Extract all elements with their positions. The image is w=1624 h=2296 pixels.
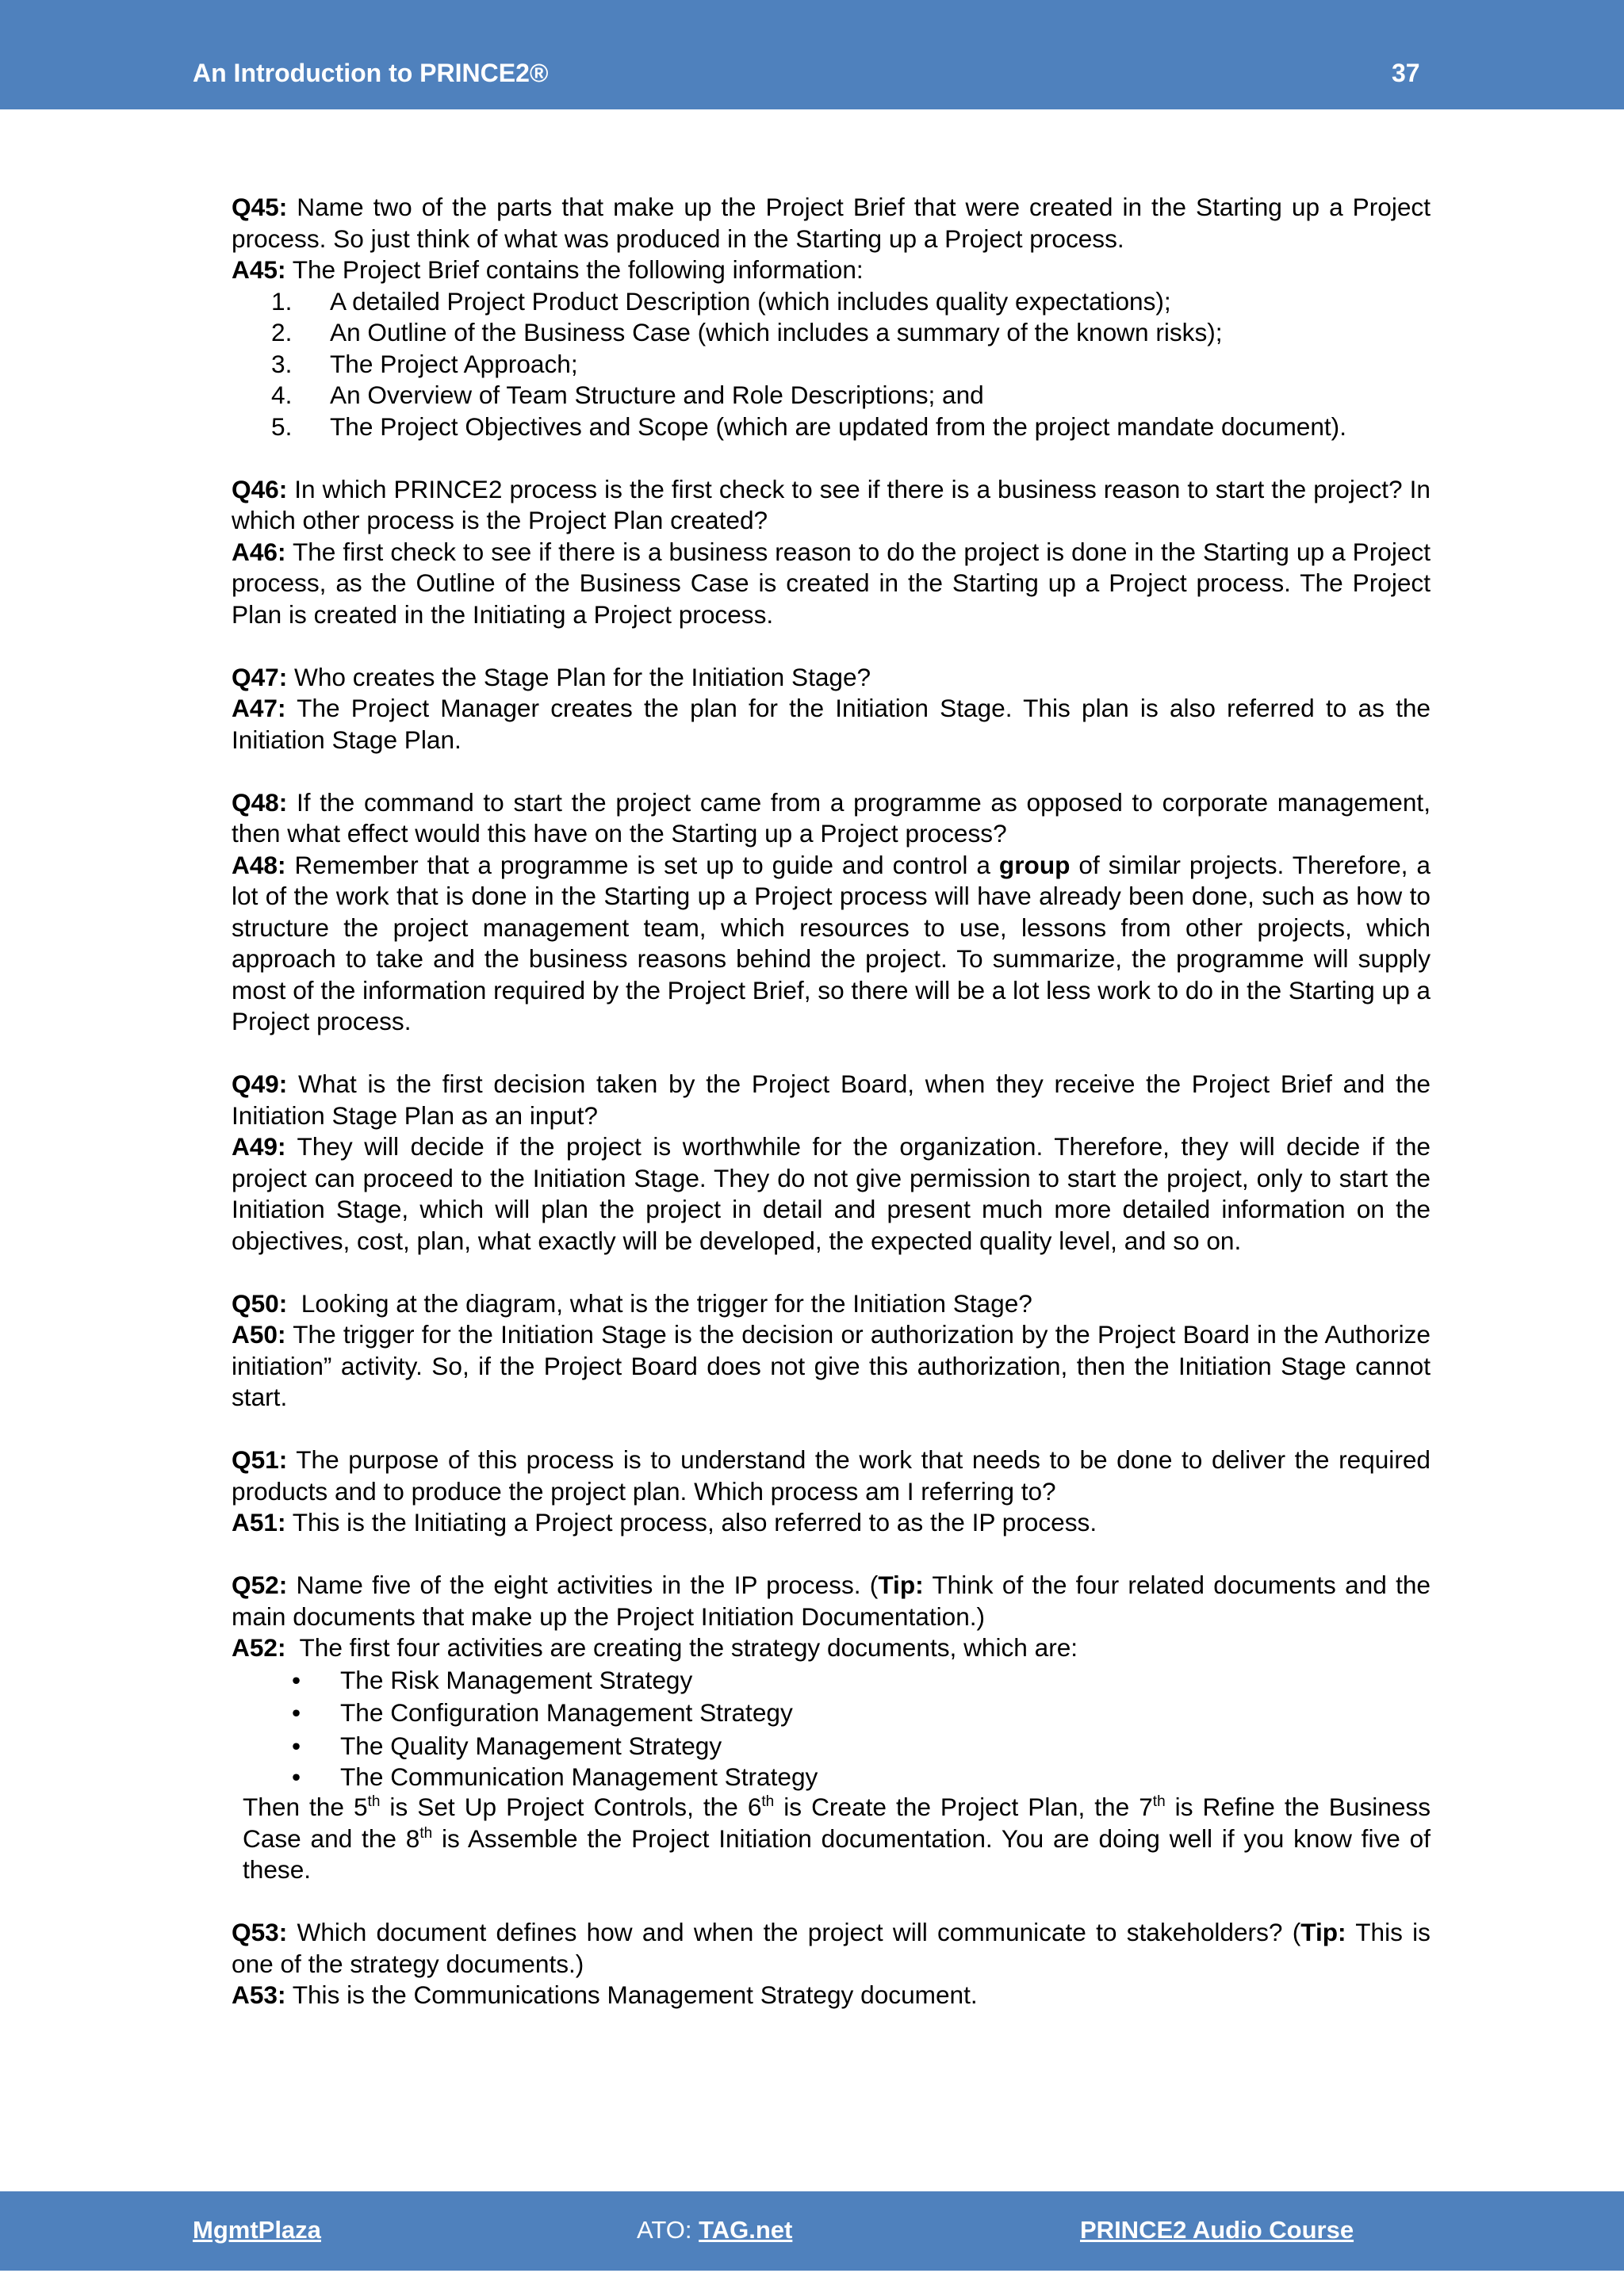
list-item (232, 1664, 1431, 1697)
list-number: 3. (271, 349, 293, 378)
numbered-list (232, 286, 1431, 443)
answer-text: Then the 5 (243, 1793, 368, 1821)
answer-text: The first check to see if there is a business reason to do the project is done in the Starting up a Project process, as the Outline of the Business Case is created in the Starting up a Project process. The Project Plan is created in the Initiating a Project process. (232, 537, 1431, 629)
prince2-audio-course-link[interactable]: PRINCE2 Audio Course (1080, 2216, 1354, 2244)
answer-47 (232, 693, 1431, 756)
question-48 (232, 787, 1431, 850)
list-number: 1. (271, 286, 293, 316)
list-number: 5. (271, 411, 293, 441)
ato-text (637, 2216, 792, 2244)
answer-text: They will decide if the project is worthwhile for the organization. Therefore, they will decide if the project can proceed to the Initiation Stage. They do not give permission to start the project, only to start the Initiation Stage, which will plan the project in detail and present much more detailed information on the objectives, cost, plan, what exactly will be developed, the expected quality level, and so on. (232, 1132, 1431, 1255)
question-text: Name five of the eight activities in the IP process. ( (287, 1571, 879, 1599)
answer-label: A46: (232, 537, 286, 566)
question-45 (232, 192, 1431, 254)
answer-text: of similar projects. Therefore, a lot of the work that is done in the Starting up a Project process will have already been done, such as how to structure the project management team, which resources to use, lessons from other projects, which approach to take and the business reasons behind the project. To summarize, the programme will supply most of the information required by the Project Brief, so there will be a lot less work to do in the Starting up a Project process. (232, 850, 1431, 1035)
question-label: Q52: (232, 1571, 288, 1599)
list-item-text: The Project Approach; (330, 349, 578, 378)
page-header (0, 0, 1624, 109)
question-label: Q47: (232, 662, 288, 691)
list-number: 2. (271, 318, 293, 346)
question-49 (232, 1069, 1431, 1131)
answer-label: A53: (232, 1980, 286, 2009)
answer-label: A47: (232, 694, 286, 722)
answer-text: The trigger for the Initiation Stage is the decision or authorization by the Project Board in the Authorize initiation” activity. So, if the Project Board does not give this authorization, then the Initiation Stage cannot start. (232, 1320, 1431, 1411)
bullet-list (232, 1664, 1431, 1793)
answer-label: A45: (232, 255, 286, 284)
question-label: Q49: (232, 1070, 288, 1098)
page-number: 37 (1392, 59, 1420, 87)
answer-52-continued (232, 1792, 1431, 1886)
list-item (232, 411, 1431, 443)
question-label: Q45: (232, 193, 288, 221)
answer-label: A51: (232, 1508, 286, 1536)
answer-49 (232, 1131, 1431, 1257)
answer-50 (232, 1319, 1431, 1414)
list-item (232, 349, 1431, 381)
list-item (232, 1697, 1431, 1730)
list-item (232, 286, 1431, 318)
bullet-icon: • (292, 1731, 301, 1760)
question-label: Q53: (232, 1918, 288, 1946)
list-item-text: An Overview of Team Structure and Role Descriptions; and (330, 381, 984, 409)
ordinal-suffix: th (367, 1793, 381, 1810)
question-text: If the command to start the project came from a programme as opposed to corporate management, then what effect would this have on the Starting up a Project process? (232, 787, 1431, 848)
answer-text: is Refine the Business Case and the 8 (243, 1793, 1431, 1853)
ordinal-suffix: th (761, 1793, 775, 1810)
ordinal-suffix: th (419, 1824, 433, 1842)
question-text: Who creates the Stage Plan for the Initiation Stage? (287, 662, 871, 691)
list-item (232, 380, 1431, 411)
list-item-text: A detailed Project Product Description (which includes quality expectations); (330, 286, 1171, 316)
document-title: An Introduction to PRINCE2® (193, 59, 549, 87)
list-item-text: The Risk Management Strategy (340, 1665, 693, 1694)
answer-text: is Set Up Project Controls, the 6 (380, 1793, 762, 1821)
question-47 (232, 662, 1431, 694)
bullet-icon: • (292, 1762, 301, 1791)
answer-52 (232, 1632, 1431, 1664)
list-item (232, 1730, 1431, 1763)
list-number: 4. (271, 381, 293, 409)
answer-51 (232, 1507, 1431, 1539)
answer-text: is Create the Project Plan, the 7 (774, 1793, 1153, 1821)
ato-label: ATO: (637, 2216, 699, 2244)
list-item-text: The Configuration Management Strategy (340, 1698, 793, 1727)
answer-label: A52: (232, 1633, 286, 1662)
answer-45 (232, 254, 1431, 286)
question-text: Looking at the diagram, what is the trigger for the Initiation Stage? (287, 1288, 1032, 1318)
question-text: This is one of the strategy documents.) (232, 1918, 1431, 1978)
list-item (232, 317, 1431, 349)
question-label: Q50: (232, 1288, 288, 1318)
question-50 (232, 1288, 1431, 1320)
answer-label: A50: (232, 1320, 286, 1349)
list-item-text: An Outline of the Business Case (which includes a summary of the known risks); (330, 318, 1223, 346)
question-52 (232, 1570, 1431, 1632)
question-label: Q51: (232, 1445, 288, 1474)
answer-text: This is the Communications Management Strategy document. (285, 1980, 978, 2009)
question-text: Think of the four related documents and the main documents that make up the Project Initiation Documentation.) (232, 1571, 1431, 1631)
bullet-icon: • (292, 1698, 301, 1727)
tag-net-link[interactable]: TAG.net (699, 2216, 793, 2244)
answer-48 (232, 850, 1431, 1038)
question-label: Q46: (232, 474, 288, 503)
ordinal-suffix: th (1152, 1793, 1166, 1810)
answer-text: The Project Manager creates the plan for the Initiation Stage. This plan is also referred to as the Initiation Stage Plan. (232, 694, 1431, 754)
question-text: Which document defines how and when the project will communicate to stakeholders? ( (287, 1918, 1301, 1946)
answer-text: The Project Brief contains the following information: (285, 255, 864, 284)
list-item-text: The Project Objectives and Scope (which are updated from the project mandate document). (330, 411, 1346, 441)
question-label: Q48: (232, 787, 288, 817)
mgmtplaza-link[interactable]: MgmtPlaza (193, 2216, 321, 2244)
list-item-text: The Communication Management Strategy (340, 1762, 818, 1791)
question-46 (232, 474, 1431, 537)
tip-label: Tip: (1300, 1918, 1346, 1946)
question-53 (232, 1917, 1431, 1980)
answer-text: The first four activities are creating the strategy documents, which are: (285, 1633, 1078, 1662)
question-51 (232, 1445, 1431, 1507)
question-text: Name two of the parts that make up the Project Brief that were created in the Starting up a Project process. So just think of what was produced in the Starting up a Project process. (232, 193, 1431, 253)
question-text: What is the first decision taken by the Project Board, when they receive the Project Brief and the Initiation Stage Plan as an input? (232, 1070, 1431, 1130)
bullet-icon: • (292, 1665, 301, 1694)
tip-label: Tip: (878, 1571, 924, 1599)
emphasis-text: group (998, 850, 1071, 879)
page-content (232, 192, 1431, 2011)
answer-text: This is the Initiating a Project process, also referred to as the IP process. (285, 1508, 1097, 1536)
question-text: The purpose of this process is to understand the work that needs to be done to deliver the required products and to produce the project plan. Which process am I referring to? (232, 1445, 1431, 1506)
answer-text: is Assemble the Project Initiation documentation. You are doing well if you know five of these. (243, 1823, 1431, 1884)
answer-label: A48: (232, 850, 286, 879)
answer-label: A49: (232, 1132, 286, 1161)
list-item (232, 1762, 1431, 1792)
answer-text: Remember that a programme is set up to guide and control a (285, 850, 999, 879)
answer-46 (232, 537, 1431, 631)
page-footer (0, 2191, 1624, 2271)
question-text: In which PRINCE2 process is the first check to see if there is a business reason to start the project? In which other process is the Project Plan created? (232, 474, 1431, 534)
list-item-text: The Quality Management Strategy (340, 1731, 722, 1760)
answer-53 (232, 1980, 1431, 2011)
